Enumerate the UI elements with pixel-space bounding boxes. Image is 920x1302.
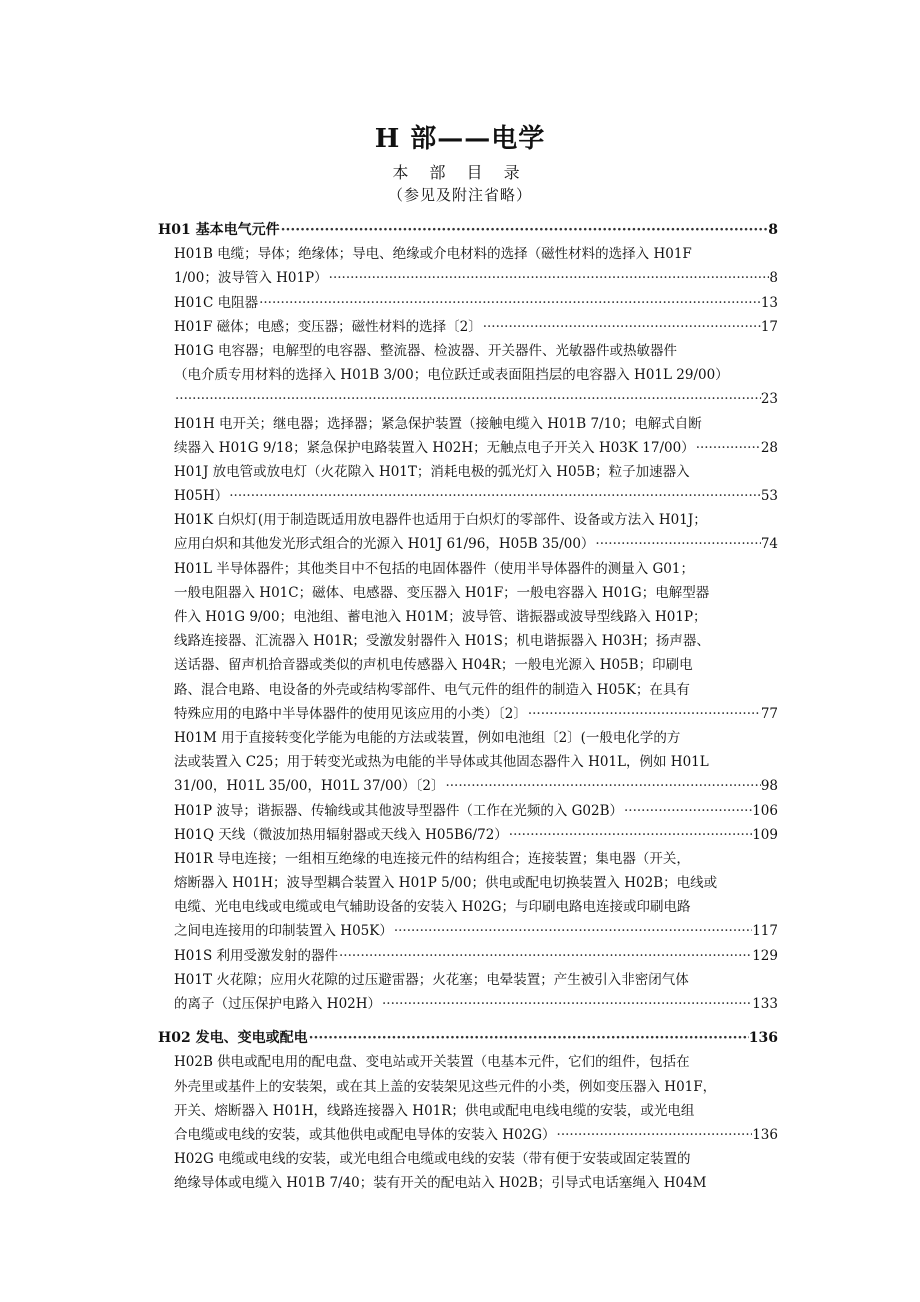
toc-entry-line bbox=[174, 678, 778, 702]
toc-entry-text: 开关、熔断器入 H01H，线路连接器入 H01R；供电或配电电线电缆的安装，或光电组 bbox=[174, 1102, 695, 1119]
toc-entry-page: 98 bbox=[760, 778, 778, 795]
toc-entry-page: 109 bbox=[752, 826, 778, 843]
toc-entry-line bbox=[174, 823, 778, 847]
toc-entry-text: （电介质专用材料的选择入 H01B 3/00；电位跃迁或表面阻挡层的电容器入 H01L 29/00） bbox=[174, 367, 729, 384]
toc-entry-line bbox=[174, 1075, 778, 1099]
toc-entry[interactable] bbox=[158, 1147, 778, 1195]
toc-entry-line bbox=[174, 1123, 778, 1147]
page-subtitle: 本 部 目 录 bbox=[392, 163, 528, 182]
toc-section-page: 8 bbox=[768, 222, 778, 238]
toc-entry-page: 74 bbox=[760, 536, 778, 553]
toc-entry-text: 电缆、光电电线或电缆或电气辅助设备的安装入 H02G；与印刷电路电连接或印刷电路 bbox=[174, 899, 691, 916]
toc-entry[interactable] bbox=[158, 823, 778, 847]
toc-entry-text: H01G 电容器；电解型的电容器、整流器、检波器、开关器件、光敏器件或热敏器件 bbox=[174, 342, 678, 359]
toc-entry-text: 绝缘导体或电缆入 H01B 7/40；装有开关的配电站入 H02B；引导式电话塞绳入 H04M bbox=[174, 1175, 707, 1192]
toc-entry[interactable] bbox=[158, 726, 778, 799]
toc-entry-text: 法或装置入 C25；用于转变光或热为电能的半导体或其他固态器件入 H01L，例如 H01L bbox=[174, 754, 709, 771]
toc-entry-text: H01B 电缆；导体；绝缘体；导电、绝缘或介电材料的选择（磁性材料的选择入 H01F bbox=[174, 246, 692, 263]
toc-entry-text: 件入 H01G 9/00；电池组、蓄电池入 H01M；波导管、谐振器或波导型线路入 H01P； bbox=[174, 609, 707, 625]
toc-entry-page: 53 bbox=[760, 488, 778, 505]
toc-entry-line bbox=[174, 1050, 778, 1074]
toc-entry[interactable] bbox=[158, 799, 778, 823]
toc-entry-page: 129 bbox=[752, 947, 778, 964]
leader-dots bbox=[508, 823, 752, 847]
toc-entry-line bbox=[174, 944, 778, 968]
toc-entry[interactable] bbox=[158, 412, 778, 460]
toc-entry-text: H01P 波导；谐振器、传输线或其他波导型器件（工作在光频的入 G02B） bbox=[174, 802, 623, 819]
toc-section-h01[interactable] bbox=[158, 218, 778, 242]
leader-dots bbox=[393, 919, 752, 943]
toc-entry-line bbox=[174, 266, 778, 290]
toc-entry-line bbox=[174, 315, 778, 339]
toc-entry-text: 续器入 H01G 9/18；紧急保护电路装置入 H02H；无触点电子开关入 H03K 17/00） bbox=[174, 439, 695, 456]
leader-dots bbox=[594, 532, 760, 556]
leader-dots bbox=[527, 702, 761, 726]
toc-entry-text: H01C 电阻器 bbox=[174, 294, 259, 311]
toc-entry-text: H01Q 天线（微波加热用辐射器或天线入 H05B6/72） bbox=[174, 826, 508, 843]
toc-entry-page: 106 bbox=[752, 802, 778, 819]
toc-entry-page: 28 bbox=[760, 439, 778, 456]
toc-entry[interactable] bbox=[158, 460, 778, 508]
toc-entry[interactable] bbox=[158, 557, 778, 726]
toc-entry-line bbox=[174, 484, 778, 508]
toc-entry-line bbox=[174, 508, 778, 532]
leader-dots bbox=[228, 484, 761, 508]
toc-entry[interactable] bbox=[158, 339, 778, 412]
toc-entry[interactable] bbox=[158, 1050, 778, 1147]
toc-entry[interactable] bbox=[158, 291, 778, 315]
leader-dots bbox=[174, 387, 761, 411]
toc-entry-line bbox=[174, 605, 778, 629]
toc-entry-text: 31/00，H01L 35/00，H01L 37/00）〔2〕 bbox=[174, 778, 445, 795]
toc-entry-text: 熔断器入 H01H；波导型耦合装置入 H01P 5/00；供电或配电切换装置入 H02B；电线或 bbox=[174, 875, 718, 892]
toc-entry[interactable] bbox=[158, 242, 778, 290]
toc-entry-text: 合电缆或电线的安装，或其他供电或配电导体的安装入 H02G） bbox=[174, 1126, 556, 1143]
toc-entry-line bbox=[174, 1171, 778, 1195]
toc-entry-text: 一般电阻器入 H01C；磁体、电感器、变压器入 H01F；一般电容器入 H01G；电解型器 bbox=[174, 584, 710, 601]
toc-entry-page: 13 bbox=[760, 294, 778, 311]
toc-entry-text: H01R 导电连接；一组相互绝缘的电连接元件的结构组合；连接装置；集电器（开关， bbox=[174, 850, 690, 867]
toc-entry-text: 1/00；波导管入 H01P） bbox=[174, 270, 328, 287]
toc-entry-text: H05H） bbox=[174, 488, 229, 505]
toc-entry[interactable] bbox=[158, 847, 778, 944]
toc-entry-text: 特殊应用的电路中半导体器件的使用见该应用的小类）〔2〕 bbox=[174, 705, 527, 722]
toc-entry-line bbox=[174, 1147, 778, 1171]
leader-dots bbox=[444, 774, 760, 798]
toc-section-label: H02 发电、变电或配电 bbox=[158, 1030, 308, 1047]
toc-entry-text: H01M 用于直接转变化学能为电能的方法或装置，例如电池组〔2〕(一般电化学的方 bbox=[174, 729, 681, 746]
toc-entry-text: H02G 电缆或电线的安装，或光电组合电缆或电线的安装（带有便于安装或固定装置的 bbox=[174, 1151, 691, 1168]
page-note: （参见及附注省略） bbox=[387, 186, 532, 204]
leader-dots bbox=[695, 436, 761, 460]
toc-entries-h01 bbox=[158, 242, 778, 1016]
toc-entries-h02 bbox=[158, 1050, 778, 1195]
toc-entry-line bbox=[174, 557, 778, 581]
toc-entry-line bbox=[174, 774, 778, 798]
toc-entry-page: 8 bbox=[769, 270, 778, 287]
toc-entry-text: H01F 磁体；电感；变压器；磁性材料的选择〔2〕 bbox=[174, 318, 482, 335]
toc-entry-line bbox=[174, 387, 778, 411]
leader-dots bbox=[280, 218, 769, 242]
toc-entry-line bbox=[174, 436, 778, 460]
leader-dots bbox=[258, 291, 761, 315]
toc-entry-text: H01K 白炽灯(用于制造既适用放电器件也适用于白炽灯的零部件、设备或方法入 H01J； bbox=[174, 512, 707, 529]
toc-entry-text: 的离子（过压保护电路入 H02H） bbox=[174, 996, 382, 1012]
toc-entry-line bbox=[174, 726, 778, 750]
page-title: H 部——电学 bbox=[374, 124, 546, 154]
leader-dots bbox=[328, 266, 770, 290]
toc-entry-text: H01L 半导体器件；其他类目中不包括的电固体器件（使用半导体器件的测量入 G01； bbox=[174, 560, 694, 577]
toc-section-label: H01 基本电气元件 bbox=[158, 222, 280, 238]
leader-dots bbox=[482, 315, 761, 339]
toc-entry[interactable] bbox=[158, 968, 778, 1016]
toc-entry-text: 线路连接器、汇流器入 H01R；受激发射器件入 H01S；机电谐振器入 H03H；扬声器、 bbox=[174, 633, 710, 650]
toc-entry-page: 77 bbox=[760, 705, 778, 722]
toc-entry-page: 136 bbox=[752, 1126, 778, 1143]
toc-entry-line bbox=[174, 363, 778, 387]
toc-entry-text: 路、混合电路、电设备的外壳或结构零部件、电气元件的组件的制造入 H05K；在具有 bbox=[174, 681, 690, 698]
toc-section-h02[interactable] bbox=[158, 1026, 778, 1050]
toc-entry-line bbox=[174, 750, 778, 774]
leader-dots bbox=[308, 1026, 749, 1050]
toc-entry-text: H01T 火花隙；应用火花隙的过压避雷器；火花塞；电晕装置；产生被引入非密闭气体 bbox=[174, 971, 689, 988]
toc-entry-text: H01S 利用受激发射的器件 bbox=[174, 947, 338, 964]
leader-dots bbox=[381, 992, 752, 1016]
toc-entry-line bbox=[174, 992, 778, 1016]
toc-entry-line bbox=[174, 653, 778, 677]
toc-entry-line bbox=[174, 847, 778, 871]
toc-entry-text: 应用白炽和其他发光形式组合的光源入 H01J 61/96，H05B 35/00） bbox=[174, 536, 595, 553]
toc-entry-page: 133 bbox=[752, 996, 778, 1012]
toc-section-page: 136 bbox=[748, 1030, 778, 1047]
toc-entry-line bbox=[174, 968, 778, 992]
toc-entry-line bbox=[174, 412, 778, 436]
toc-entry-text: H02B 供电或配电用的配电盘、变电站或开关装置（电基本元件，它们的组件，包括在 bbox=[174, 1054, 690, 1071]
toc-entry-page: 17 bbox=[760, 318, 778, 335]
section-gap bbox=[158, 1016, 778, 1026]
toc-entry-line bbox=[174, 1099, 778, 1123]
toc-entry-line bbox=[174, 532, 778, 556]
toc-entry-line bbox=[174, 629, 778, 653]
toc-entry-line bbox=[174, 339, 778, 363]
toc-entry-line bbox=[174, 581, 778, 605]
toc-entry-line bbox=[174, 871, 778, 895]
toc-entry-text: 送话器、留声机拾音器或类似的声机电传感器入 H04R；一般电光源入 H05B；印刷电 bbox=[174, 657, 693, 674]
toc-entry-page: 117 bbox=[752, 923, 778, 940]
toc-entry-line bbox=[174, 702, 778, 726]
leader-dots bbox=[556, 1123, 753, 1147]
toc-entry-text: 外壳里或基件上的安装架，或在其上盖的安装架见这些元件的小类，例如变压器入 H01F， bbox=[174, 1078, 717, 1095]
toc-entry-line bbox=[174, 291, 778, 315]
leader-dots bbox=[623, 799, 752, 823]
table-of-contents bbox=[158, 218, 778, 1196]
toc-entry-text: 之间电连接用的印制装置入 H05K） bbox=[174, 923, 393, 940]
toc-entry-line bbox=[174, 242, 778, 266]
toc-entry-line bbox=[174, 895, 778, 919]
toc-entry[interactable] bbox=[158, 508, 778, 556]
toc-entry[interactable] bbox=[158, 315, 778, 339]
toc-entry-page: 23 bbox=[760, 391, 778, 408]
leader-dots bbox=[338, 944, 752, 968]
toc-entry-text: H01J 放电管或放电灯（火花隙入 H01T；消耗电极的弧光灯入 H05B；粒子加速器入 bbox=[174, 463, 690, 480]
toc-entry-line bbox=[174, 460, 778, 484]
toc-entry-line bbox=[174, 919, 778, 943]
toc-entry-text: H01H 电开关；继电器；选择器；紧急保护装置（接触电缆入 H01B 7/10；电解式自断 bbox=[174, 415, 702, 432]
toc-entry[interactable] bbox=[158, 944, 778, 968]
toc-entry-line bbox=[174, 799, 778, 823]
